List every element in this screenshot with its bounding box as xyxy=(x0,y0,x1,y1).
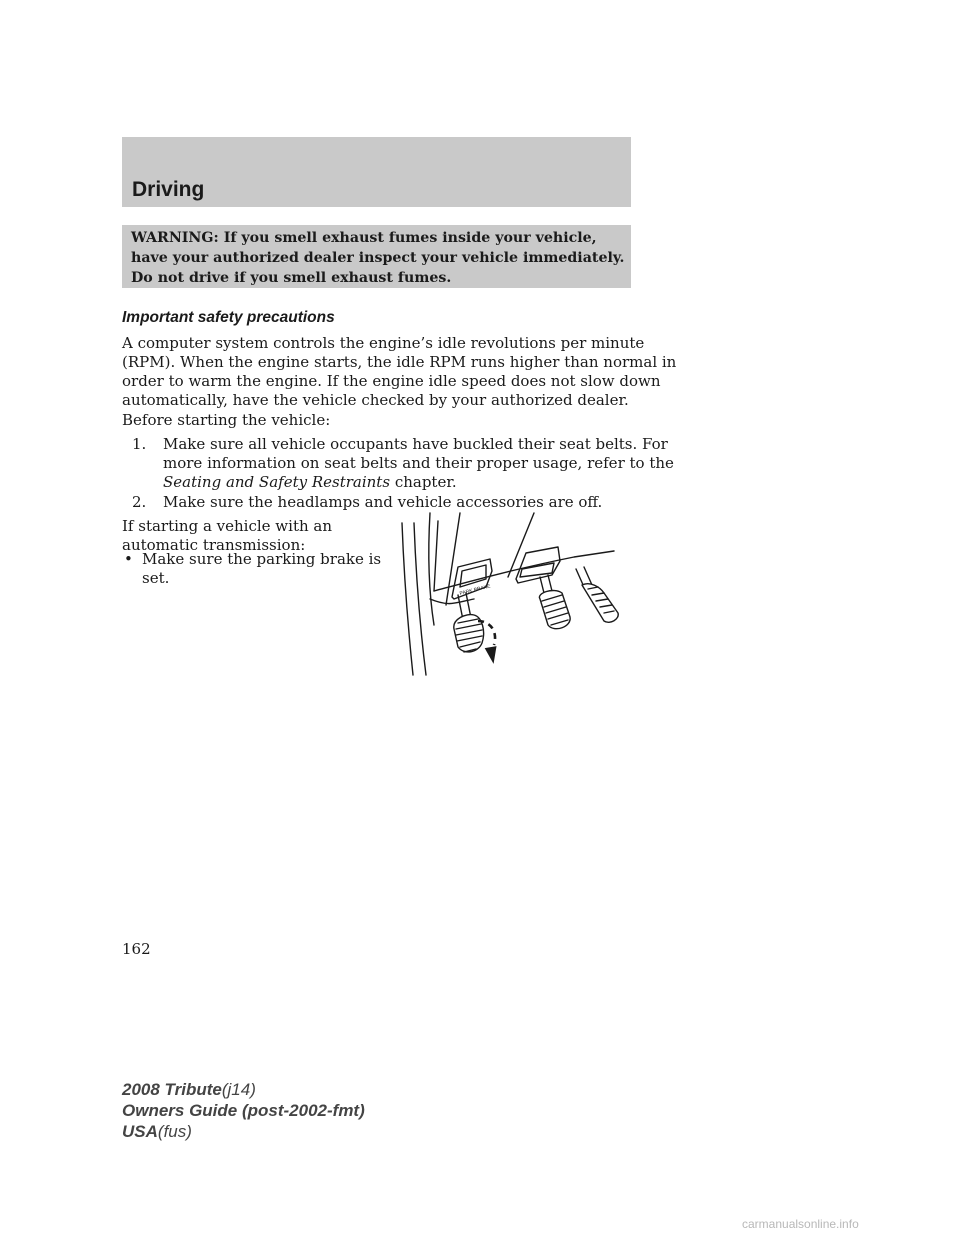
step-line: Make sure the headlamps and vehicle accessories are off. xyxy=(163,493,603,511)
chapter-title: Driving xyxy=(132,178,205,201)
parking-brake-pedal-illustration xyxy=(394,507,634,682)
chapter-header xyxy=(122,137,631,207)
intro-line: automatically, have the vehicle checked by your authorized dealer. xyxy=(122,391,629,409)
intro-line: A computer system controls the engine’s idle revolutions per minute xyxy=(122,334,645,352)
bullet-line: set. xyxy=(142,569,170,587)
step-line xyxy=(163,473,674,492)
bullet-text xyxy=(142,550,381,588)
warning-line: WARNING: If you smell exhaust fumes inside your vehicle, xyxy=(131,230,597,246)
footer-guide: Owners Guide (post-2002-fmt) xyxy=(122,1101,365,1120)
warning-line: Do not drive if you smell exhaust fumes. xyxy=(131,270,452,286)
before-starting-text: Before starting the vehicle: xyxy=(122,411,331,429)
intro-line: (RPM). When the engine starts, the idle RPM runs higher than normal in xyxy=(122,353,677,371)
page-number: 162 xyxy=(122,940,151,958)
auto-line: If starting a vehicle with an xyxy=(122,517,332,535)
warning-line: have your authorized dealer inspect your vehicle immediately. xyxy=(131,250,625,266)
step-number: 2. xyxy=(132,493,147,511)
step-line: Make sure all vehicle occupants have buckled their seat belts. For xyxy=(163,435,668,453)
step-line: more information on seat belts and their proper usage, refer to the xyxy=(163,454,674,472)
chapter-reference: Seating and Safety Restraints xyxy=(163,473,391,491)
pedal-label: PARK BRAKE xyxy=(459,583,492,597)
footer-line xyxy=(122,1100,365,1121)
chapter-word: chapter. xyxy=(390,473,457,491)
intro-paragraph xyxy=(122,334,676,410)
step-number: 1. xyxy=(132,435,147,453)
auto-line: automatic transmission: xyxy=(122,536,306,554)
footer-region: USA xyxy=(122,1122,158,1141)
section-heading: Important safety precautions xyxy=(122,309,335,326)
warning-box xyxy=(122,225,631,288)
bullet-line: Make sure the parking brake is xyxy=(142,550,382,568)
footer-line xyxy=(122,1079,365,1100)
intro-line: order to warm the engine. If the engine idle speed does not slow down xyxy=(122,372,661,390)
footer-model-code: (j14) xyxy=(221,1080,256,1099)
bullet-icon: • xyxy=(124,550,133,568)
footer-line xyxy=(122,1121,365,1142)
step-text xyxy=(163,435,674,492)
footer-model: 2008 Tribute xyxy=(122,1080,222,1099)
document-footer xyxy=(122,1079,365,1142)
footer-region-code: (fus) xyxy=(157,1122,192,1141)
watermark: carmanualsonline.info xyxy=(742,1217,859,1231)
